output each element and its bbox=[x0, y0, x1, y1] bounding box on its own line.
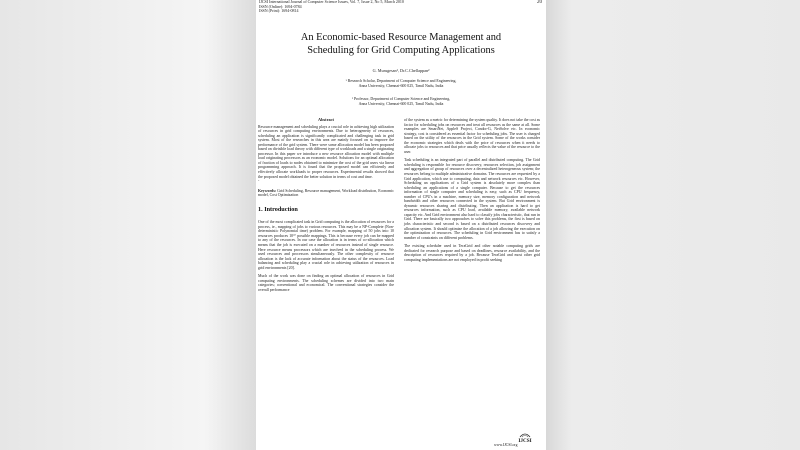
journal-url: www.IJCSI.org bbox=[494, 443, 518, 447]
section-heading-introduction: 1. Introduction bbox=[258, 205, 298, 213]
document-page bbox=[256, 0, 546, 450]
left-column bbox=[258, 118, 394, 297]
abstract-heading: Abstract bbox=[318, 117, 334, 122]
ijcsi-logo-text: IJCSI bbox=[518, 438, 532, 444]
keywords-text: Grid Scheduling, Resource management, Workload distribution, Economic model, Cost Optimization bbox=[258, 188, 394, 198]
abstract-dash: - bbox=[258, 179, 260, 184]
abstract-text: Resource management and scheduling plays a crucial role in achieving high utilization of resources in grid computing environments. Due to heterogeneity of resources, scheduling an application is significantly complicated and challenging task in grid system. Most of the researches in this area are mainly focused on to improve the performance of the grid system. There were some allocation model has been proposed based on divisible load theory with different type of workloads and a single originating processor. In this paper we introduce a new resource allocation model with multiple load originating processors as an economic model. Solutions for an optimal allocation of fraction of loads to nodes obtained to minimize the cost of the grid users via linear programming approach. It is found that the proposed model can efficiently and effectively allocate workloads to proper resources. Experimental results showed that the proposed model obtained the better solution in terms of cost and time. bbox=[258, 124, 394, 179]
journal-line: IJCSI International Journal of Computer Science Issues, Vol. 7, Issue 2, No 5, March 2010 bbox=[259, 0, 404, 4]
paper-title bbox=[266, 31, 536, 57]
journal-header bbox=[259, 0, 404, 14]
affiliation-1-line-2: Anna University, Chennai-600 025, Tamil Nadu, India bbox=[358, 84, 444, 88]
title-line-1: An Economic-based Resource Management and bbox=[300, 32, 502, 43]
affiliation-2 bbox=[266, 97, 536, 107]
title-line-2: Scheduling for Grid Computing Applications bbox=[307, 45, 495, 56]
right-paragraph-3: The existing scheduler used in TeraGrid and other notable computing grids are dedicated for research purpose and based on deadlines, resource availability, and the description of resources required by a job. Because TeraGrid and most other grid computing implementations are not employed in profit seeking bbox=[404, 244, 540, 262]
right-column bbox=[404, 118, 540, 266]
affiliation-1 bbox=[266, 79, 536, 89]
right-paragraph-2: Task scheduling is an integrated part of parallel and distributed computing. The Grid scheduling is responsible for resource discovery, resources selection, job assignment and aggregation of group of resources over a decentralized heterogeneous system; the resources belong to multiple administrative domains. The resources are requested by a Grid application, which use to computing, data and network resources etc. However, Scheduling an applications of a Grid system is absolutely more complex than scheduling an applications of a single computer. Because to get the resources information of single computer and scheduling is easy, such as CPU frequency, number of CPU's in a machine, memory size, memory configuration and network bandwidth and other resources connected in the system. But Grid environment is dynamic resources sharing and distributing. Then an application is hard to get resources information, such as CPU load, available memory, available network capacity etc. And Grid environment also hard to classify jobs characteristic, that run in Grid. There are basically two approaches to solve this problems, the first is based on jobs characteristic and second is based on a distributed resources discovery and allocation system. It should optimize the allocation of a job allowing the execution on the optimization of resources. The scheduling in Grid environment has to satisfy a number of constraints on different problems. bbox=[404, 158, 540, 240]
intro-paragraph-1: One of the most complicated task in Grid computing is the allocation of resources for a process, ie., mapping of jobs to various resources. This may be a NP-Complete (Non-deterministic Polynomial time) problem. For example, mapping of 50 jobs into 10 resources produces 10⁵⁰ possible mappings. This is because every job can be mapped to any of the resources. In our case the allocation is in terms of co-allocation which means that the job is executed on a number of resources instead of single resource. Here resource means processors which are involved in the scheduling process. We used resources and processors simultaneously. The other complexity of resource allocation is the lack of accurate information about the status of the resources. Load balancing and scheduling play a crucial role in achieving utilization of resources in grid environments [20]. bbox=[258, 220, 394, 270]
authors: G. Murugesan¹, Dr.C.Chellappan² bbox=[372, 68, 430, 73]
affiliation-1-line-1: ¹ Research Scholar, Department of Computer Science and Engineering, bbox=[345, 79, 457, 83]
issn-online: ISSN (Online): 1694-0784 bbox=[259, 3, 302, 9]
right-paragraph-1: of the system as a metric for determining the system quality. It does not take the cost as factor for scheduling jobs on resources and treat all resources as the same at all. Some examples are SmartNet, AppleS Project, Condor-G, NetSolve etc. In economic strategy, cost is considered as essential factor for scheduling jobs. The user is charged based on the utility of the resources in the Grid system. Some of the works consider the economic strategies which deals with the price of resources when it needs to allocate jobs to resources and that price usually reflects the value of the resource to the user. bbox=[404, 118, 540, 154]
keywords-label: Keywords: bbox=[258, 188, 277, 193]
page-number: 20 bbox=[537, 0, 542, 5]
issn-print: ISSN (Print): 1694-0814 bbox=[259, 8, 299, 14]
background-right bbox=[546, 0, 800, 450]
affiliation-2-line-1: ² Professor, Department of Computer Science and Engineering, bbox=[351, 97, 451, 101]
intro-paragraph-2: Much of the work was done on finding an optimal allocation of resources in Grid computing environments. The scheduling schemes are divided into two main categories; conventional and economical. The conventional strategies consider the overall performance bbox=[258, 274, 394, 292]
keywords bbox=[258, 189, 394, 198]
background-left bbox=[0, 0, 256, 450]
affiliation-2-line-2: Anna University, Chennai-600 025, Tamil Nadu, India bbox=[358, 102, 444, 106]
